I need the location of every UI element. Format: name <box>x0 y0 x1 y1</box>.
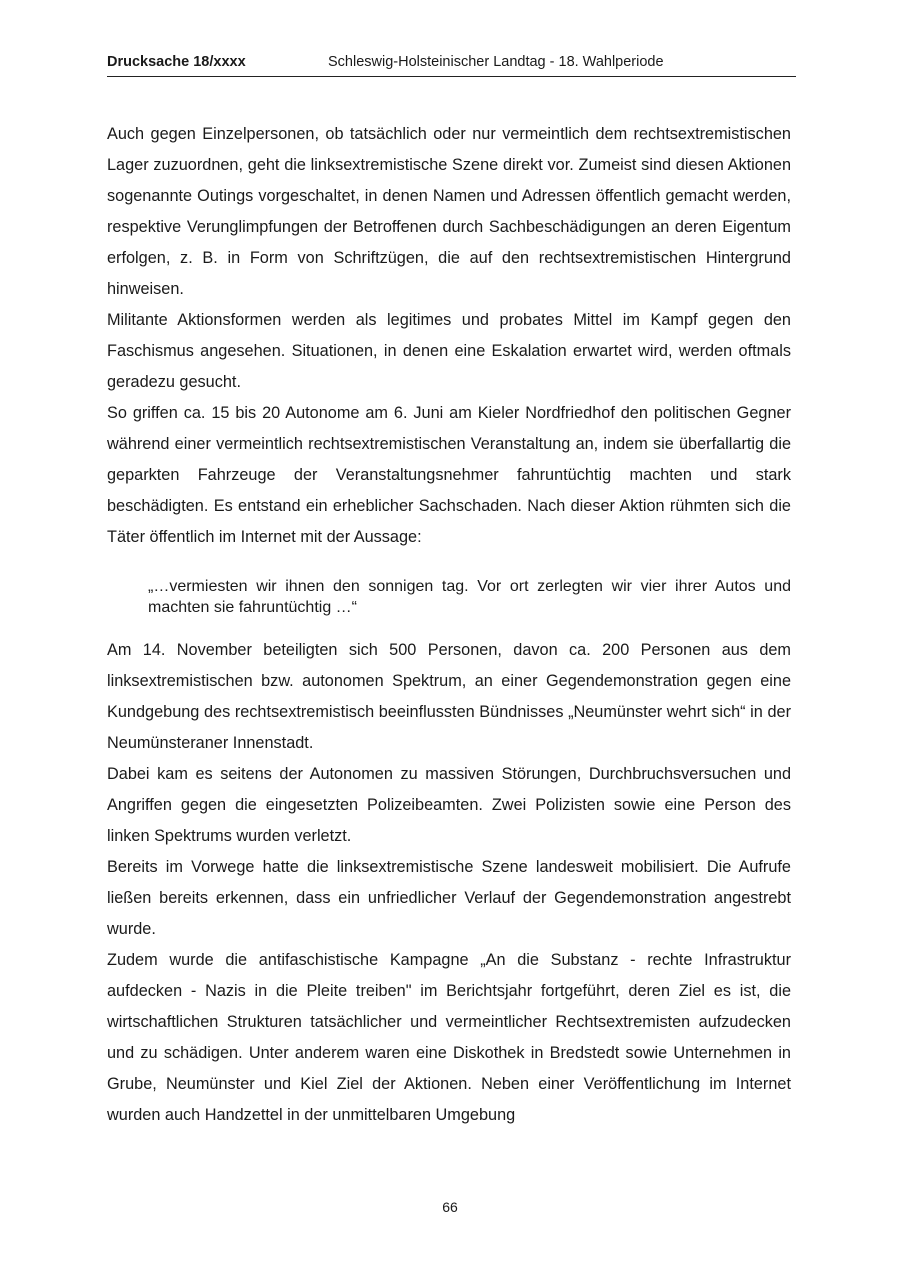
document-number: Drucksache 18/xxxx <box>107 54 246 70</box>
paragraph: Am 14. November beteiligten sich 500 Personen, davon ca. 200 Personen aus dem linksextremistischen bzw. autonomen Spektrum, an einer Gegendemonstration gegen eine Kundgebung des rechtsextremistisch beeinflussten Bündnisses „Neumünster wehrt sich“ in der Neumünsteraner Innenstadt. <box>107 641 791 752</box>
paragraph: Dabei kam es seitens der Autonomen zu massiven Störungen, Durchbruchsversuchen und Angriffen gegen die eingesetzten Polizeibeamten. Zwei Polizisten sowie eine Person des linken Spektrums wurden verletzt. <box>107 765 791 845</box>
page-number: 66 <box>442 1199 458 1215</box>
page-header <box>107 52 796 77</box>
paragraph: Auch gegen Einzelpersonen, ob tatsächlich oder nur vermeintlich dem rechtsextremistischen Lager zuzuordnen, geht die linksextremistische Szene direkt vor. Zumeist sind diesen Aktionen sogenannte Outings vorgeschaltet, in denen Namen und Adressen öffentlich gemacht werden, respektive Verunglimpfungen der Betroffenen durch Sachbeschädigungen an deren Eigentum erfolgen, z. B. in Form von Schriftzügen, die auf den rechtsextremistischen Hintergrund hinweisen. <box>107 125 791 298</box>
block-quote: „…vermiesten wir ihnen den sonnigen tag. Vor ort zerlegten wir vier ihrer Autos und machten sie fahruntüchtig …“ <box>148 578 791 616</box>
paragraph: Zudem wurde die antifaschistische Kampagne „An die Substanz - rechte Infrastruktur aufdecken - Nazis in die Pleite treiben" im Berichtsjahr fortgeführt, deren Ziel es ist, die wirtschaftlichen Strukturen tatsächlicher und vermeintlicher Rechtsextremisten aufzudecken und zu schädigen. Unter anderem waren eine Diskothek in Bredstedt sowie Unternehmen in Grube, Neumünster und Kiel Ziel der Aktionen. Neben einer Veröffentlichung im Internet wurden auch Handzettel in der unmittelbaren Umgebung <box>107 951 791 1124</box>
main-text-block-1 <box>107 119 791 553</box>
main-text-block-2 <box>107 635 791 1131</box>
paragraph: Bereits im Vorwege hatte die linksextremistische Szene landesweit mobilisiert. Die Aufrufe ließen bereits erkennen, dass ein unfriedlicher Verlauf der Gegendemonstration angestrebt wurde. <box>107 858 791 938</box>
paragraph: So griffen ca. 15 bis 20 Autonome am 6. Juni am Kieler Nordfriedhof den politischen Gegner während einer vermeintlich rechtsextremistischen Veranstaltung an, indem sie überfallartig die geparkten Fahrzeuge der Veranstaltungsnehmer fahruntüchtig machten und stark beschädigten. Es entstand ein erheblicher Sachschaden. Nach dieser Aktion rühmten sich die Täter öffentlich im Internet mit der Aussage: <box>107 404 791 546</box>
parliament-title: Schleswig-Holsteinischer Landtag - 18. Wahlperiode <box>328 54 664 70</box>
paragraph: Militante Aktionsformen werden als legitimes und probates Mittel im Kampf gegen den Faschismus angesehen. Situationen, in denen eine Eskalation erwartet wird, werden oftmals geradezu gesucht. <box>107 311 791 391</box>
